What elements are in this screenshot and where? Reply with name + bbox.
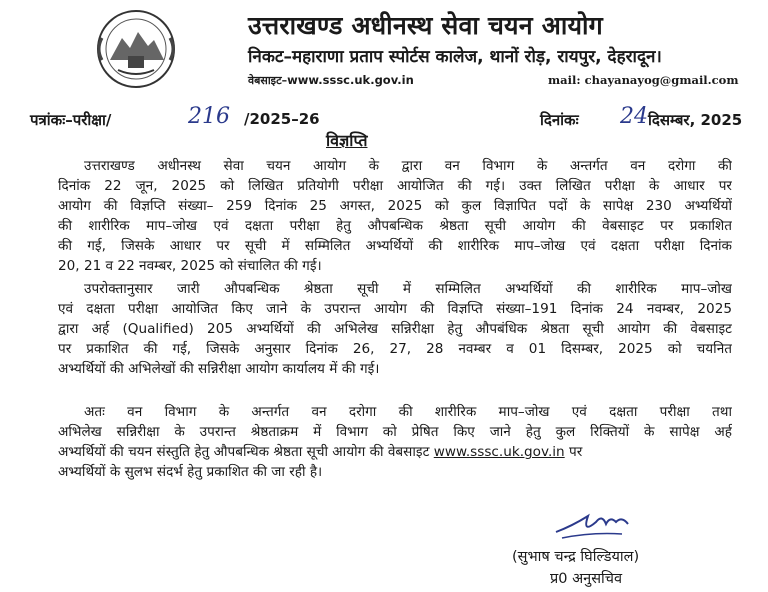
- body-line: उत्तराखण्ड अधीनस्थ सेवा चयन आयोग के द्वारा वन विभाग के अन्तर्गत वन दरोगा की: [84, 158, 732, 174]
- signatory-designation: प्र0 अनुसचिव: [550, 571, 623, 587]
- body-line: आयोग की विज्ञप्ति संख्या– 259 दिनांक 25 अगस्त, 2025 को कुल विज्ञापित पदों के सापेक्ष 230 अभ्यर्थियों: [58, 198, 732, 214]
- body-line: दिनांक 22 जून, 2025 को लिखित प्रतियोगी परीक्षा आयोजित की गई। उक्त लिखित परीक्षा के आधार पर: [58, 178, 732, 194]
- website-link[interactable]: www.sssc.uk.gov.in: [287, 73, 414, 87]
- body-line-text: अभ्यर्थियों की चयन संस्तुति हेतु औपबन्धिक श्रेष्ठता सूची आयोग की वेबसाइट: [58, 444, 430, 460]
- body-line: द्वारा अर्ह (Qualified) 205 अभ्यर्थियों की अभिलेख सन्निरीक्षा हेतु औपबंधिक श्रेष्ठता सूची आयोग की वेबसाइट: [58, 321, 732, 337]
- signature-scribble: [552, 502, 634, 544]
- body-line: 20, 21 व 22 नवम्बर, 2025 को संचालित की गई।: [58, 258, 322, 274]
- notice-heading: विज्ञप्ति: [326, 131, 368, 150]
- commission-emblem-logo: [88, 8, 184, 90]
- date-day-handwritten: 24: [620, 104, 648, 129]
- body-line: अभ्यर्थियों की अभिलेखों की सन्निरीक्षा आयोग कार्यालय में की गई।: [58, 361, 380, 377]
- body-line: [58, 442, 732, 462]
- website-label: वेबसाइट–: [248, 74, 288, 87]
- email-link[interactable]: chayanayog@gmail.com: [584, 73, 739, 87]
- body-line: अभ्यर्थियों के सुलभ संदर्भ हेतु प्रकाशित की जा रही है।: [58, 464, 323, 480]
- email-line: [548, 73, 739, 87]
- reference-prefix: पत्रांकः–परीक्षा/: [30, 111, 112, 129]
- body-line: की गई, जिसके आधार पर सूची में सम्मिलित अभ्यर्थियों की शारीरिक माप–जोख एवं दक्षता परीक्षा दिनांक: [58, 238, 732, 254]
- body-line-tail: पर: [569, 444, 583, 460]
- body-line: अतः वन विभाग के अन्तर्गत वन दरोगा की शारीरिक माप–जोख एवं दक्षता परीक्षा तथा: [84, 404, 732, 420]
- website-link-inline[interactable]: www.sssc.uk.gov.in: [433, 444, 565, 460]
- date-label: दिनांकः: [540, 111, 579, 129]
- body-line: पर प्रकाशित की गई, जिसके अनुसार दिनांक 26, 27, 28 नवम्बर व 01 दिसम्बर, 2025 को चयनित: [58, 341, 732, 357]
- body-line: एवं दक्षता परीक्षा आयोजित किए जाने के उपरान्त आयोग की विज्ञप्ति संख्या–191 दिनांक 24 नवम्बर, 2025: [58, 301, 732, 317]
- body-line: उपरोक्तानुसार जारी औपबन्धिक श्रेष्ठता सूची में सम्मिलित अभ्यर्थियों की शारीरिक माप–जोख: [84, 281, 732, 297]
- body-line: की शारीरिक माप–जोख एवं दक्षता परीक्षा हेतु औपबन्धिक श्रेष्ठता सूची आयोग की वेबसाइट पर प्रकाशित: [58, 218, 732, 234]
- organization-address: निकट–महाराणा प्रताप स्पोर्टस कालेज, थानों रोड़, रायपुर, देहरादून।: [248, 47, 662, 67]
- website-line: [248, 73, 414, 88]
- mail-label: mail:: [548, 73, 581, 87]
- date-month-year: दिसम्बर, 2025: [648, 111, 743, 129]
- reference-year: /2025–26: [244, 110, 320, 128]
- organization-title: उत्तराखण्ड अधीनस्थ सेवा चयन आयोग: [248, 11, 603, 40]
- body-line: अभिलेख सन्निरीक्षा के उपरान्त श्रेष्ठताक्रम में विभाग को प्रेषित किए जाने हेतु कुल रिक्तियों के सापेक्ष अर्ह: [58, 424, 732, 440]
- reference-number-handwritten: 216: [188, 104, 230, 129]
- signatory-name: (सुभाष चन्द्र घिल्डियाल): [512, 549, 640, 565]
